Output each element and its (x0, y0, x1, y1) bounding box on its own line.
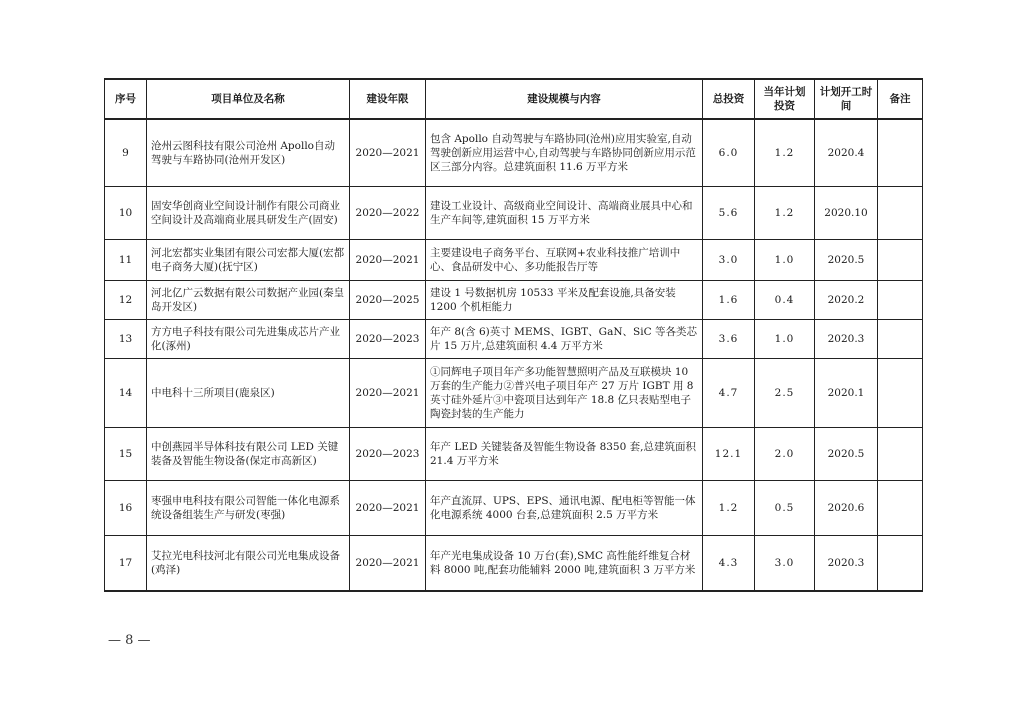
cell-name: 河北亿广云数据有限公司数据产业园(秦皇岛开发区) (147, 281, 350, 320)
cell-annual: 2.0 (755, 428, 815, 481)
cell-years: 2020—2023 (350, 428, 426, 481)
cell-start: 2020.5 (815, 240, 878, 281)
table-row (105, 320, 923, 359)
table-row (105, 428, 923, 481)
page-number: — 8 — (108, 633, 151, 648)
cell-no: 15 (105, 428, 147, 481)
table-header-row (105, 79, 923, 119)
table-row (105, 240, 923, 281)
cell-total: 1.2 (703, 481, 755, 536)
cell-years: 2020—2021 (350, 119, 426, 187)
header-years: 建设年限 (350, 79, 426, 119)
cell-no: 11 (105, 240, 147, 281)
cell-years: 2020—2021 (350, 359, 426, 428)
cell-total: 3.0 (703, 240, 755, 281)
table-row (105, 481, 923, 536)
cell-total: 6.0 (703, 119, 755, 187)
header-total-investment: 总投资 (703, 79, 755, 119)
cell-name: 中电科十三所项目(鹿泉区) (147, 359, 350, 428)
cell-note (878, 281, 923, 320)
cell-content: 建设工业设计、高级商业空间设计、高端商业展具中心和生产车间等,建筑面积 15 万平方米 (426, 187, 703, 240)
cell-total: 3.6 (703, 320, 755, 359)
cell-name: 固安华创商业空间设计制作有限公司商业空间设计及高端商业展具研发生产(固安) (147, 187, 350, 240)
cell-total: 1.6 (703, 281, 755, 320)
table-row (105, 119, 923, 187)
cell-total: 12.1 (703, 428, 755, 481)
cell-annual: 1.2 (755, 187, 815, 240)
cell-years: 2020—2025 (350, 281, 426, 320)
cell-annual: 1.0 (755, 240, 815, 281)
cell-annual: 1.0 (755, 320, 815, 359)
header-annual-investment: 当年计划投资 (755, 79, 815, 119)
table-row (105, 359, 923, 428)
cell-content: 主要建设电子商务平台、互联网+农业科技推广培训中心、食品研发中心、多功能报告厅等 (426, 240, 703, 281)
cell-note (878, 428, 923, 481)
cell-start: 2020.5 (815, 428, 878, 481)
cell-annual: 3.0 (755, 536, 815, 592)
cell-no: 14 (105, 359, 147, 428)
cell-years: 2020—2021 (350, 536, 426, 592)
cell-name: 沧州云图科技有限公司沧州 Apollo自动驾驶与车路协同(沧州开发区) (147, 119, 350, 187)
cell-name: 枣强申电科技有限公司智能一体化电源系统设备组装生产与研发(枣强) (147, 481, 350, 536)
table-row (105, 281, 923, 320)
cell-name: 艾拉光电科技河北有限公司光电集成设备(鸡泽) (147, 536, 350, 592)
cell-annual: 1.2 (755, 119, 815, 187)
cell-no: 9 (105, 119, 147, 187)
cell-annual: 0.4 (755, 281, 815, 320)
header-name: 项目单位及名称 (147, 79, 350, 119)
cell-content: 建设 1 号数据机房 10533 平米及配套设施,具备安装 1200 个机柜能力 (426, 281, 703, 320)
cell-start: 2020.1 (815, 359, 878, 428)
cell-no: 10 (105, 187, 147, 240)
cell-no: 17 (105, 536, 147, 592)
cell-years: 2020—2021 (350, 481, 426, 536)
cell-years: 2020—2022 (350, 187, 426, 240)
table-row (105, 536, 923, 592)
cell-total: 5.6 (703, 187, 755, 240)
cell-note (878, 359, 923, 428)
cell-start: 2020.6 (815, 481, 878, 536)
header-content: 建设规模与内容 (426, 79, 703, 119)
cell-name: 中创燕园半导体科技有限公司 LED 关键装备及智能生物设备(保定市高新区) (147, 428, 350, 481)
cell-note (878, 481, 923, 536)
cell-annual: 0.5 (755, 481, 815, 536)
cell-total: 4.7 (703, 359, 755, 428)
cell-note (878, 240, 923, 281)
cell-note (878, 536, 923, 592)
cell-no: 12 (105, 281, 147, 320)
cell-years: 2020—2023 (350, 320, 426, 359)
header-no: 序号 (105, 79, 147, 119)
cell-content: 年产 LED 关键装备及智能生物设备 8350 套,总建筑面积 21.4 万平方米 (426, 428, 703, 481)
project-table (104, 78, 923, 592)
table-row (105, 187, 923, 240)
cell-no: 16 (105, 481, 147, 536)
cell-start: 2020.2 (815, 281, 878, 320)
cell-start: 2020.10 (815, 187, 878, 240)
header-start-time: 计划开工时间 (815, 79, 878, 119)
cell-note (878, 320, 923, 359)
cell-start: 2020.4 (815, 119, 878, 187)
cell-years: 2020—2021 (350, 240, 426, 281)
cell-name: 方方电子科技有限公司先进集成芯片产业化(涿州) (147, 320, 350, 359)
cell-no: 13 (105, 320, 147, 359)
cell-note (878, 119, 923, 187)
cell-content: 年产 8(含 6)英寸 MEMS、IGBT、GaN、SiC 等各类芯片 15 万片,总建筑面积 4.4 万平方米 (426, 320, 703, 359)
cell-annual: 2.5 (755, 359, 815, 428)
cell-start: 2020.3 (815, 536, 878, 592)
cell-content: 年产直流屏、UPS、EPS、通讯电源、配电柜等智能一体化电源系统 4000 台套,总建筑面积 2.5 万平方米 (426, 481, 703, 536)
cell-name: 河北宏都实业集团有限公司宏都大厦(宏都电子商务大厦)(抚宁区) (147, 240, 350, 281)
cell-content: 包含 Apollo 自动驾驶与车路协同(沧州)应用实验室,自动驾驶创新应用运营中心,自动驾驶与车路协同创新应用示范区三部分内容。总建筑面积 11.6 万平方米 (426, 119, 703, 187)
cell-content: ①同辉电子项目年产多功能智慧照明产品及互联模块 10 万套的生产能力②普兴电子项目年产 27 万片 IGBT 用 8 英寸硅外延片③中瓷项目达到年产 18.8 亿只表贴型电子陶瓷封装的生产能力 (426, 359, 703, 428)
cell-total: 4.3 (703, 536, 755, 592)
header-note: 备注 (878, 79, 923, 119)
cell-content: 年产光电集成设备 10 万台(套),SMC 高性能纤维复合材料 8000 吨,配套功能辅料 2000 吨,建筑面积 3 万平方米 (426, 536, 703, 592)
cell-note (878, 187, 923, 240)
cell-start: 2020.3 (815, 320, 878, 359)
